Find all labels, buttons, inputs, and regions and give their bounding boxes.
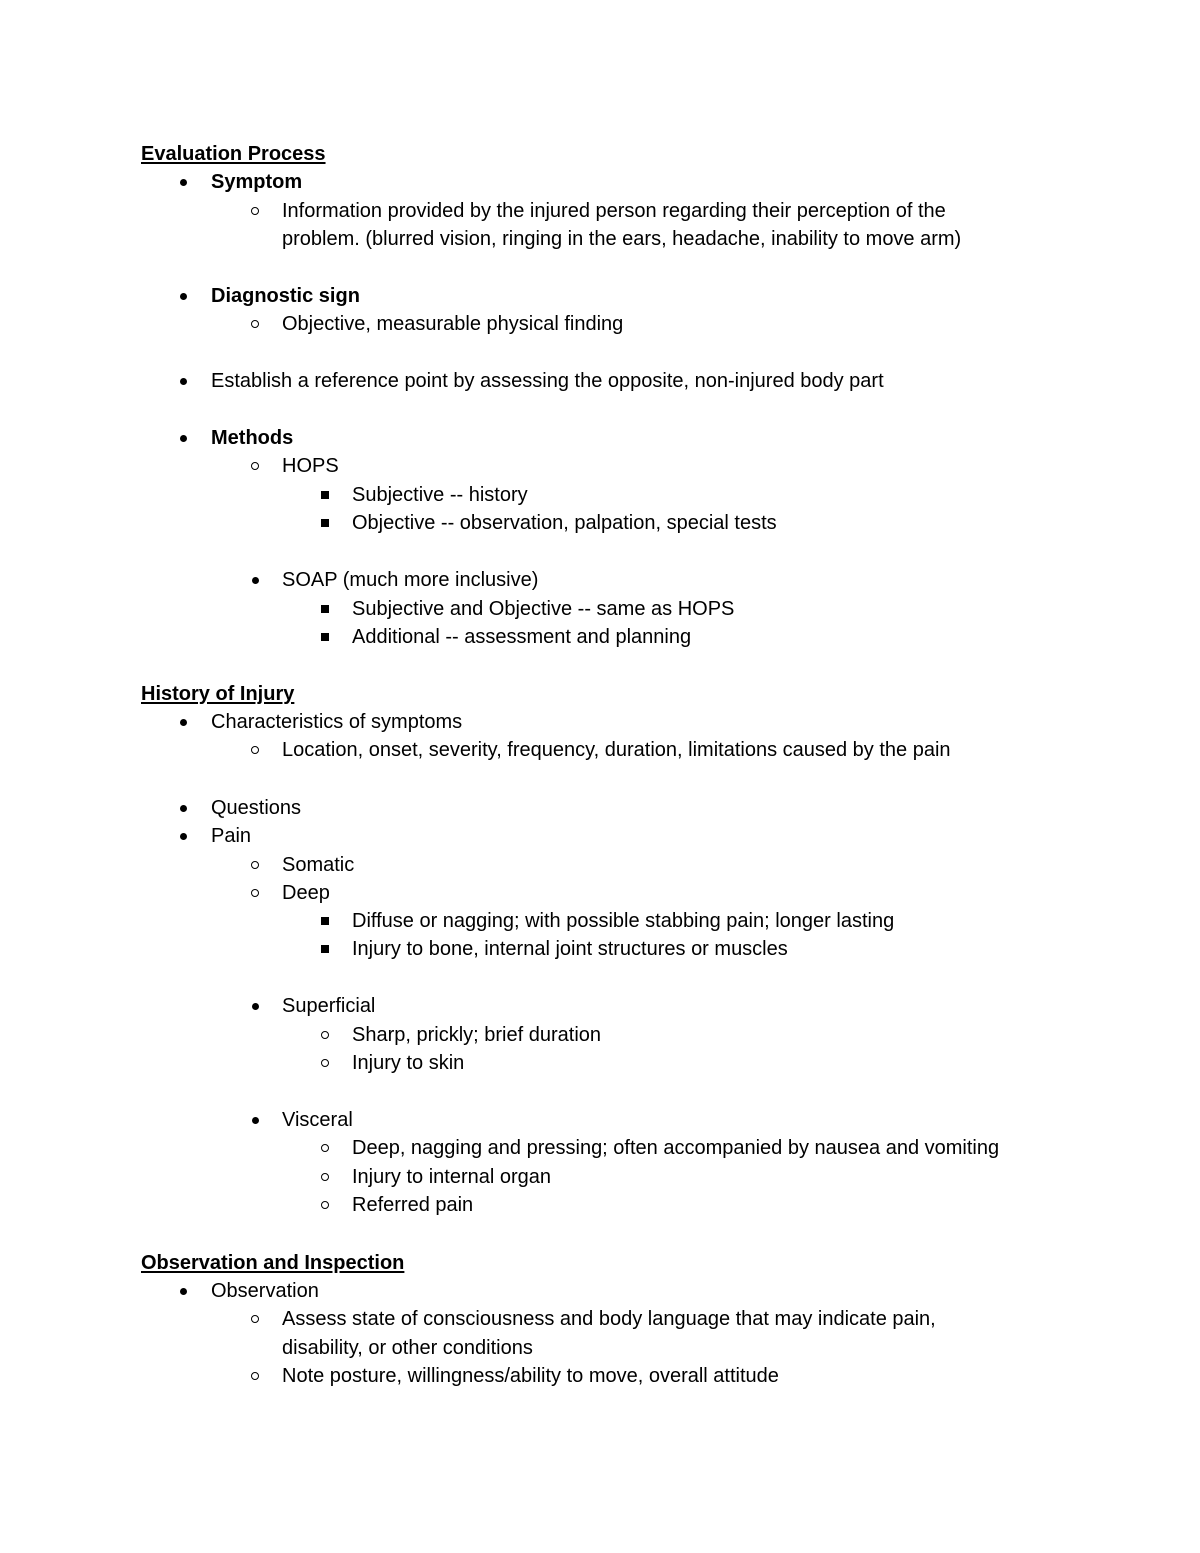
- characteristics-text: Characteristics of symptoms: [211, 711, 463, 733]
- list-item-characteristics-detail: [0, 736, 1200, 764]
- hops-objective-text: Objective -- observation, palpation, special tests: [352, 512, 777, 534]
- list-item-visceral-3: [0, 1191, 1200, 1219]
- reference-point-text: Establish a reference point by assessing the opposite, non-injured body part: [211, 370, 884, 392]
- visceral-2-text: Injury to internal organ: [352, 1166, 552, 1188]
- circle-bullet-icon: [315, 1021, 335, 1049]
- list-item-methods: [0, 424, 1200, 452]
- observation-1-line-1: Assess state of consciousness and body language that may indicate pain,: [282, 1308, 936, 1330]
- list-item-pain: [0, 822, 1200, 850]
- section-heading-history: History of Injury: [141, 683, 295, 705]
- list-item-superficial: [0, 992, 1200, 1020]
- disc-bullet-icon: [173, 794, 193, 822]
- list-item-symptom: [0, 168, 1200, 196]
- pain-text: Pain: [211, 825, 252, 847]
- characteristics-detail-text: Location, onset, severity, frequency, duration, limitations caused by the pain: [282, 739, 951, 761]
- circle-bullet-icon: [245, 879, 265, 907]
- disc-bullet-icon: [173, 424, 193, 452]
- hops-label: HOPS: [282, 455, 339, 477]
- list-item-deep: [0, 879, 1200, 907]
- circle-bullet-icon: [245, 310, 265, 338]
- list-item-hops-subjective: [0, 481, 1200, 509]
- list-item-symptom-definition: [0, 197, 1200, 225]
- list-item-deep-2: [0, 935, 1200, 963]
- deep-text: Deep: [282, 882, 330, 904]
- list-item-hops: [0, 452, 1200, 480]
- somatic-text: Somatic: [282, 854, 355, 876]
- square-bullet-icon: [315, 595, 335, 623]
- superficial-2-text: Injury to skin: [352, 1052, 465, 1074]
- disc-bullet-icon: [245, 1106, 265, 1134]
- list-item-observation-2: [0, 1362, 1200, 1390]
- list-item-visceral-1: [0, 1134, 1200, 1162]
- observation-2-text: Note posture, willingness/ability to move, overall attitude: [282, 1365, 779, 1387]
- list-item-soap: [0, 566, 1200, 594]
- list-item-visceral-2: [0, 1163, 1200, 1191]
- deep-2-text: Injury to bone, internal joint structures or muscles: [352, 938, 788, 960]
- circle-bullet-icon: [315, 1049, 335, 1077]
- symptom-definition-line-2: problem. (blurred vision, ringing in the ears, headache, inability to move arm): [282, 228, 962, 250]
- visceral-1-text: Deep, nagging and pressing; often accompanied by nausea and vomiting: [352, 1137, 1000, 1159]
- list-item-diagnostic-sign: [0, 282, 1200, 310]
- hops-subjective-text: Subjective -- history: [352, 484, 528, 506]
- visceral-3-text: Referred pain: [352, 1194, 474, 1216]
- circle-bullet-icon: [315, 1163, 335, 1191]
- circle-bullet-icon: [245, 197, 265, 225]
- list-item-superficial-2: [0, 1049, 1200, 1077]
- list-item-soap-additional: [0, 623, 1200, 651]
- disc-bullet-icon: [245, 992, 265, 1020]
- list-item-superficial-1: [0, 1021, 1200, 1049]
- square-bullet-icon: [315, 907, 335, 935]
- soap-subj-obj-text: Subjective and Objective -- same as HOPS: [352, 598, 735, 620]
- list-item-hops-objective: [0, 509, 1200, 537]
- circle-bullet-icon: [245, 1305, 265, 1333]
- soap-label: SOAP (much more inclusive): [282, 569, 539, 591]
- circle-bullet-icon: [245, 736, 265, 764]
- superficial-text: Superficial: [282, 995, 376, 1017]
- deep-1-text: Diffuse or nagging; with possible stabbing pain; longer lasting: [352, 910, 895, 932]
- symptom-definition-line-1: Information provided by the injured person regarding their perception of the: [282, 200, 946, 222]
- disc-bullet-icon: [245, 566, 265, 594]
- list-item-visceral: [0, 1106, 1200, 1134]
- square-bullet-icon: [315, 935, 335, 963]
- observation-text: Observation: [211, 1280, 319, 1302]
- square-bullet-icon: [315, 481, 335, 509]
- list-item-diagnostic-definition: [0, 310, 1200, 338]
- disc-bullet-icon: [173, 367, 193, 395]
- list-item-soap-subj-obj: [0, 595, 1200, 623]
- disc-bullet-icon: [173, 708, 193, 736]
- list-item-observation: [0, 1277, 1200, 1305]
- circle-bullet-icon: [245, 1362, 265, 1390]
- soap-additional-text: Additional -- assessment and planning: [352, 626, 692, 648]
- questions-text: Questions: [211, 797, 302, 819]
- term-diagnostic-sign: Diagnostic sign: [211, 285, 360, 307]
- section-heading-evaluation: Evaluation Process: [141, 143, 326, 165]
- list-item-questions: [0, 794, 1200, 822]
- observation-1-line-2: disability, or other conditions: [282, 1337, 533, 1359]
- disc-bullet-icon: [173, 822, 193, 850]
- disc-bullet-icon: [173, 282, 193, 310]
- circle-bullet-icon: [315, 1134, 335, 1162]
- list-item-somatic: [0, 851, 1200, 879]
- term-symptom: Symptom: [211, 171, 303, 193]
- disc-bullet-icon: [173, 1277, 193, 1305]
- circle-bullet-icon: [245, 452, 265, 480]
- circle-bullet-icon: [245, 851, 265, 879]
- visceral-text: Visceral: [282, 1109, 353, 1131]
- square-bullet-icon: [315, 623, 335, 651]
- list-item-observation-1: [0, 1305, 1200, 1333]
- section-heading-observation: Observation and Inspection: [141, 1252, 405, 1274]
- disc-bullet-icon: [173, 168, 193, 196]
- square-bullet-icon: [315, 509, 335, 537]
- list-item-characteristics: [0, 708, 1200, 736]
- list-item-deep-1: [0, 907, 1200, 935]
- superficial-1-text: Sharp, prickly; brief duration: [352, 1024, 602, 1046]
- diagnostic-definition: Objective, measurable physical finding: [282, 313, 624, 335]
- term-methods: Methods: [211, 427, 294, 449]
- list-item-reference-point: [0, 367, 1200, 395]
- circle-bullet-icon: [315, 1191, 335, 1219]
